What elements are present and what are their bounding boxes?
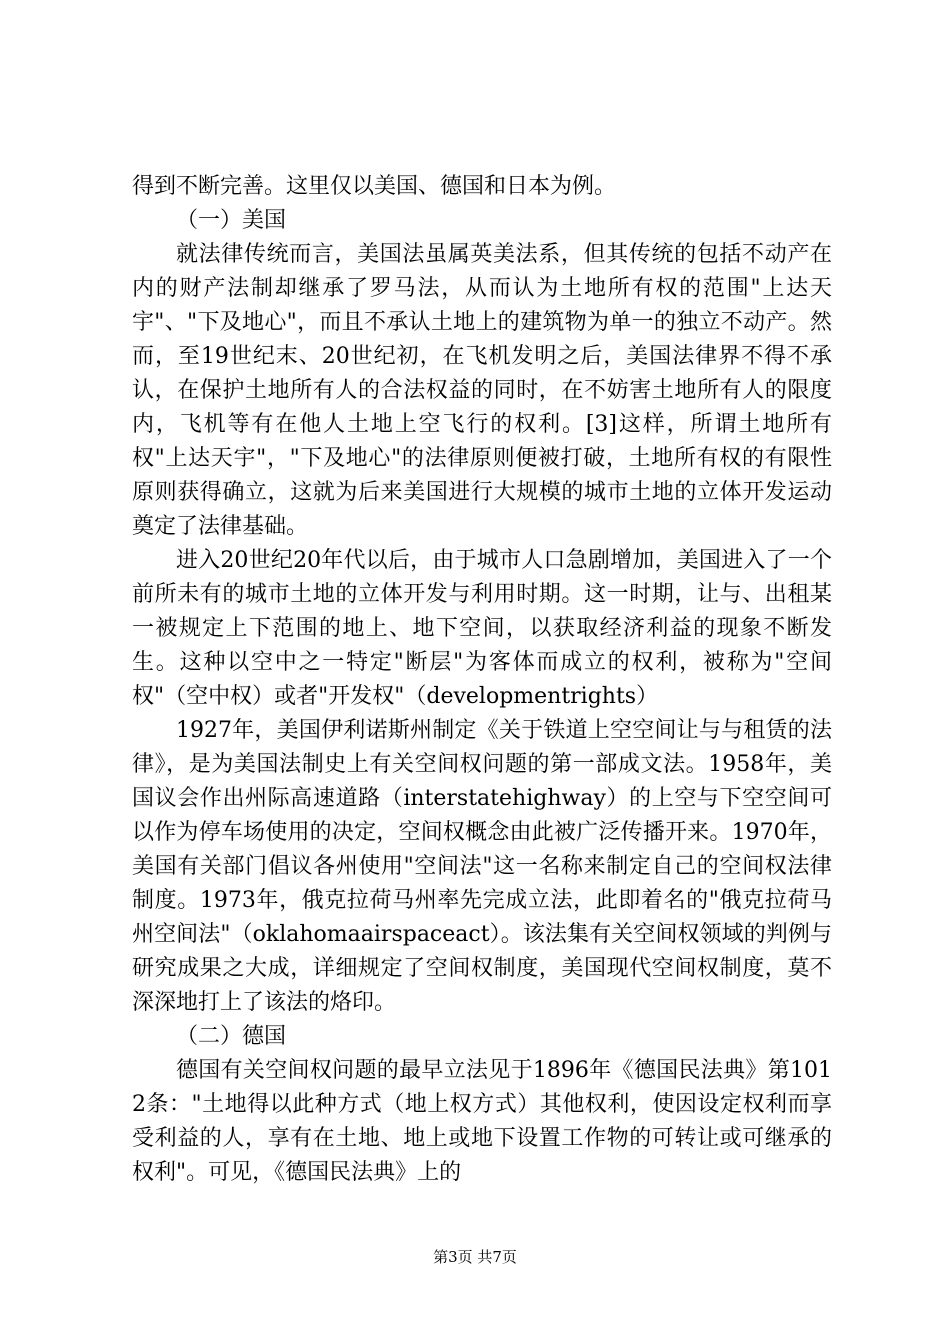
paragraph-intro: 得到不断完善。这里仅以美国、德国和日本为例。 bbox=[132, 174, 617, 199]
section-heading-germany: （二）德国 bbox=[176, 1024, 287, 1049]
paragraph-germany-civil-code: 德国有关空间权问题的最早立法见于1896年《德国民法典》第1012条："土地得以此种方式（地上权方式）其他权利，使因设定权利而享受利益的人，享有在土地、地上或地下设置工作物的可转让或可继承的权利"。可见，《德国民法典》上的 bbox=[132, 1058, 832, 1185]
document-body bbox=[132, 170, 832, 1190]
paragraph-usa-legislation: 1927年，美国伊利诺斯州制定《关于铁道上空空间让与与租赁的法律》，是为美国法制史上有关空间权问题的第一部成文法。1958年，美国议会作出州际高速道路（interstatehighway）的上空与下空空间可以作为停车场使用的决定，空间权概念由此被广泛传播开来。1970年，美国有关部门倡议各州使用"空间法"这一名称来制定自己的空间权法律制度。1973年，俄克拉荷马州率先完成立法，此即着名的"俄克拉荷马州空间法"（oklahomaairspaceact）。该法集有关空间权领域的判例与研究成果之大成，详细规定了空间权制度，美国现代空间权制度，莫不深深地打上了该法的烙印。 bbox=[132, 718, 832, 1015]
section-heading-usa: （一）美国 bbox=[176, 208, 287, 233]
paragraph-usa-tradition: 就法律传统而言，美国法虽属英美法系，但其传统的包括不动产在内的财产法制却继承了罗马法，从而认为土地所有权的范围"上达天宇"、"下及地心"，而且不承认土地上的建筑物为单一的独立不动产。然而，至19世纪末、20世纪初，在飞机发明之后，美国法律界不得不承认，在保护土地所有人的合法权益的同时，在不妨害土地所有人的限度内，飞机等有在他人土地上空飞行的权利。[3]这样，所谓土地所有权"上达天宇"，"下及地心"的法律原则便被打破，土地所有权的有限性原则获得确立，这就为后来美国进行大规模的城市土地的立体开发运动奠定了法律基础。 bbox=[132, 242, 832, 539]
paragraph-usa-1920s: 进入20世纪20年代以后，由于城市人口急剧增加，美国进入了一个前所未有的城市土地的立体开发与利用时期。这一时期，让与、出租某一被规定上下范围的地上、地下空间，以获取经济利益的现象不断发生。这种以空中之一特定"断层"为客体而成立的权利，被称为"空间权"（空中权）或者"开发权"（developmentrights） bbox=[132, 548, 832, 709]
page-number-footer: 第3页 共7页 bbox=[433, 1248, 517, 1266]
